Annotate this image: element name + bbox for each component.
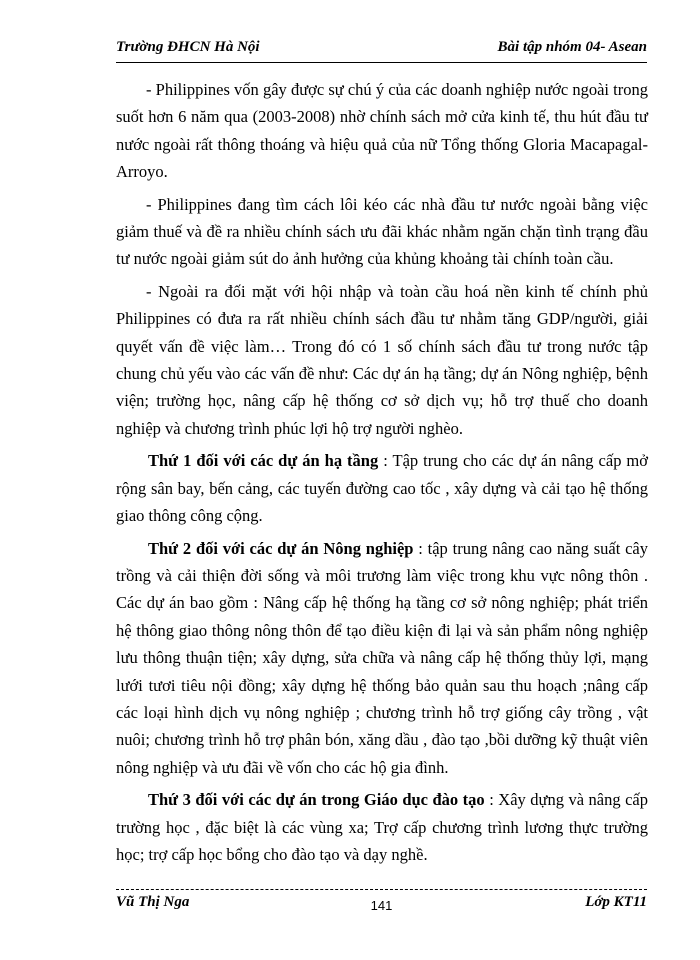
paragraph-6-heading: Thứ 3 đối với các dự án trong Giáo dục đào tạo [148,790,485,810]
paragraph-4-text: : Tập trung cho các dự án nâng cấp mở rộng sân bay, bến cảng, các tuyến đường cao tốc , xây dựng và cải tạo hệ thống giao thông công cộng. [116,451,648,526]
paragraph-4-heading: Thứ 1 đối với các dự án hạ tầng [148,451,379,471]
footer-divider [116,889,647,890]
header-school: Trường ĐHCN Hà Nội [116,39,260,55]
paragraph-5-heading: Thứ 2 đối với các dự án Nông nghiệp [148,538,414,558]
header-assignment: Bài tập nhóm 04- Asean [497,39,647,55]
page-header [116,38,647,63]
page-number: 141 [370,898,393,913]
page-body [116,76,648,873]
paragraph-2: - Philippines đang tìm cách lôi kéo các nhà đầu tư nước ngoài bằng việc giảm thuế và đề ra nhiều chính sách ưu đãi khác nhằm ngăn chặn tình trạng đầu tư nước ngoài giảm sút do ảnh hưởng của khủng khoảng tài chính toàn cầu. [116,194,648,269]
footer-class: Lớp KT11 [585,894,647,910]
paragraph-5-text: : tập trung nâng cao năng suất cây trồng và cải thiện đời sống và môi trương làm việc trong khu vực nông thôn . Các dự án bao gồm : Nâng cấp hệ thống hạ tầng cơ sở nông nghiệp; phát triển hệ thông giao thông nông thôn để tạo điều kiện đi lại và sản phẩm nông nghiệp lưu thông thuận tiện; xây dựng, sửa chữa và nâng cấp hệ thống thủy lợi, mạng lưới tươi tiêu nội đồng; xây dựng hệ thống bảo quản sau thu hoạch ;nâng cấp các loại hình dịch vụ nông nghiệp ; chương trình hỗ trợ giống cây trồng , vật nuôi; chương trình hỗ trợ phân bón, xăng dầu , đào tạo ,bồi dưỡng kỹ thuật viên nông nghiệp và ưu đãi về vốn cho các hộ gia đình. [116,538,648,777]
paragraph-1: - Philippines vốn gây được sự chú ý của các doanh nghiệp nước ngoài trong suốt hơn 6 năm qua (2003-2008) nhờ chính sách mở cửa kinh tế, thu hút đầu tư nước ngoài rất thông thoáng và hiệu quả của nữ Tổng thống Gloria Macapagal-Arroyo. [116,80,648,182]
paragraph-6 [116,786,648,868]
paragraph-6-text: : Xây dựng và nâng cấp trường học , đặc biệt là các vùng xa; Trợ cấp chương trình lương thực trường học; trợ cấp học bổng cho đào tạo và dạy nghề. [116,790,648,864]
paragraph-5 [116,535,648,782]
footer-author: Vũ Thị Nga [116,894,190,910]
paragraph-4 [116,447,648,529]
paragraph-3: - Ngoài ra đối mặt với hội nhập và toàn cầu hoá nền kinh tế chính phủ Philippines có đưa ra rất nhiều chính sách đầu tư nhằm tăng GDP/người, giải quyết vấn đề việc làm… Trong đó có 1 số chính sách đầu tư trong nước tập chung chủ yếu vào các vấn đề như: Các dự án hạ tầng; dự án Nông nghiệp, bệnh viện; trường học, nâng cấp hệ thống cơ sở dịch vụ; hỗ trợ thuế cho doanh nghiệp và chương trình phúc lợi hộ trợ người nghèo. [116,281,648,438]
